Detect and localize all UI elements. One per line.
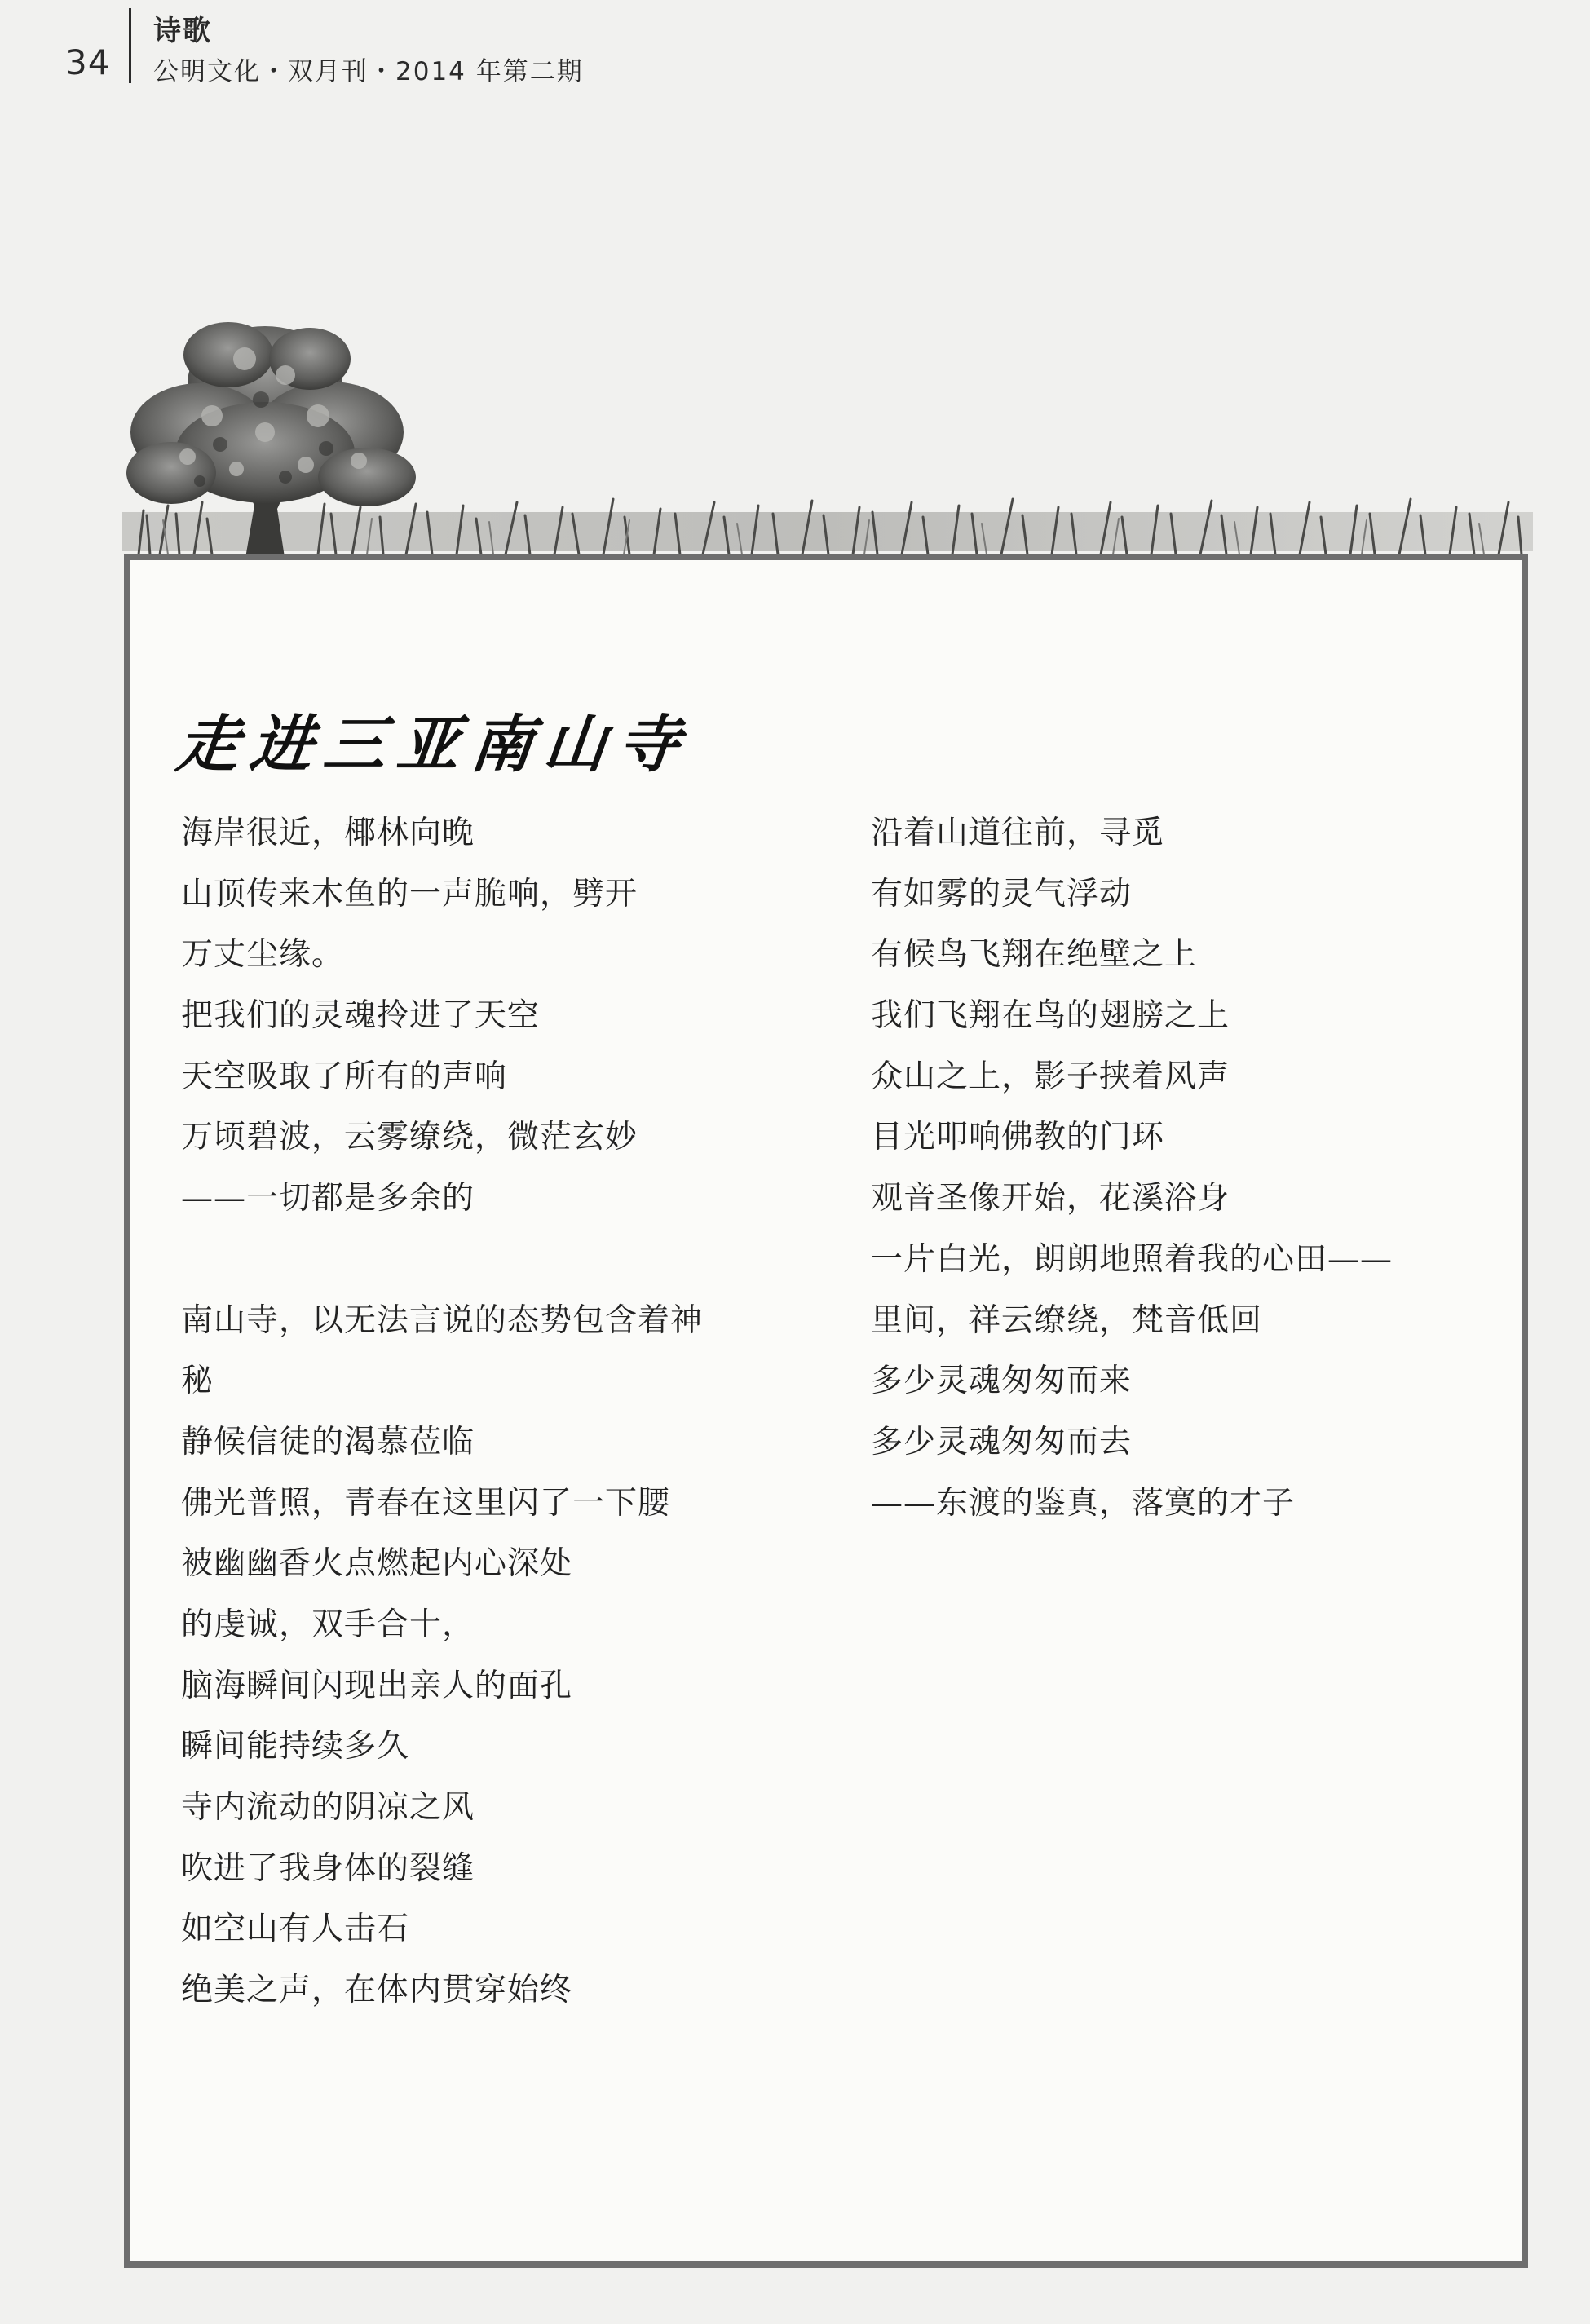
poem-line: 有如雾的灵气浮动: [871, 875, 1133, 912]
stanza-break: [181, 1230, 833, 1291]
poem-line: 瞬间能持续多久: [181, 1728, 410, 1765]
tree-grass-illustration: [122, 310, 1533, 571]
poem-line: ——东渡的鉴真，落寞的才子: [871, 1484, 1296, 1522]
poem-line: 有候鸟飞翔在绝壁之上: [871, 936, 1198, 974]
poem-right-column: [871, 803, 1491, 1534]
poem-line: 目光叩响佛教的门环: [871, 1119, 1165, 1156]
journal-issue: 公明文化・双月刊・2014 年第二期: [153, 57, 584, 86]
poem-line: 南山寺，以无法言说的态势包含着神: [181, 1301, 704, 1339]
section-title: 诗歌: [153, 15, 212, 47]
poem-line: 沿着山道往前，寻觅: [871, 815, 1165, 851]
poem-line: 静候信徒的渴慕莅临: [181, 1423, 475, 1460]
poem-line: 我们飞翔在鸟的翅膀之上: [871, 997, 1230, 1035]
tree-icon: [122, 310, 1533, 571]
poem-line: 一片白光，朗朗地照着我的心田——: [871, 1240, 1393, 1278]
poem-line: 里间，祥云缭绕，梵音低回: [871, 1301, 1263, 1339]
poem-line: ——一切都是多余的: [181, 1180, 475, 1217]
poem-line: 天空吸取了所有的声响: [181, 1058, 508, 1095]
poem-line: 多少灵魂匆匆而去: [871, 1423, 1133, 1460]
poem-line: 秘: [181, 1363, 214, 1400]
header-divider: [129, 8, 131, 83]
poem-title: 走进三亚南山寺: [173, 708, 696, 780]
poem-line: 吹进了我身体的裂缝: [181, 1849, 475, 1887]
poem-line: 山顶传来木鱼的一声脆响，劈开: [181, 875, 638, 912]
poem-line: 脑海瞬间闪现出亲人的面孔: [181, 1667, 573, 1704]
poem-line: 多少灵魂匆匆而来: [871, 1363, 1133, 1400]
poem-line: 万顷碧波，云雾缭绕，微茫玄妙: [181, 1119, 638, 1156]
poem-line: 的虔诚，双手合十，: [181, 1606, 475, 1643]
poem-line: 海岸很近，椰林向晚: [181, 815, 475, 851]
poem-line: 观音圣像开始，花溪浴身: [871, 1180, 1230, 1217]
poem-left-column: [181, 803, 833, 2021]
page-number: 34: [65, 42, 111, 82]
poem-line: 寺内流动的阴凉之风: [181, 1789, 475, 1826]
poem-line: 被幽幽香火点燃起内心深处: [181, 1545, 573, 1583]
poem-line: 万丈尘缘。: [181, 936, 345, 974]
page-header: [0, 0, 1590, 106]
poem-line: 把我们的灵魂拎进了天空: [181, 997, 541, 1035]
poem-line: 众山之上，影子挟着风声: [871, 1058, 1230, 1095]
poem-line: 绝美之声，在体内贯穿始终: [181, 1972, 573, 2009]
poem-line: 如空山有人击石: [181, 1911, 410, 1948]
poem-line: 佛光普照，青春在这里闪了一下腰: [181, 1484, 671, 1522]
